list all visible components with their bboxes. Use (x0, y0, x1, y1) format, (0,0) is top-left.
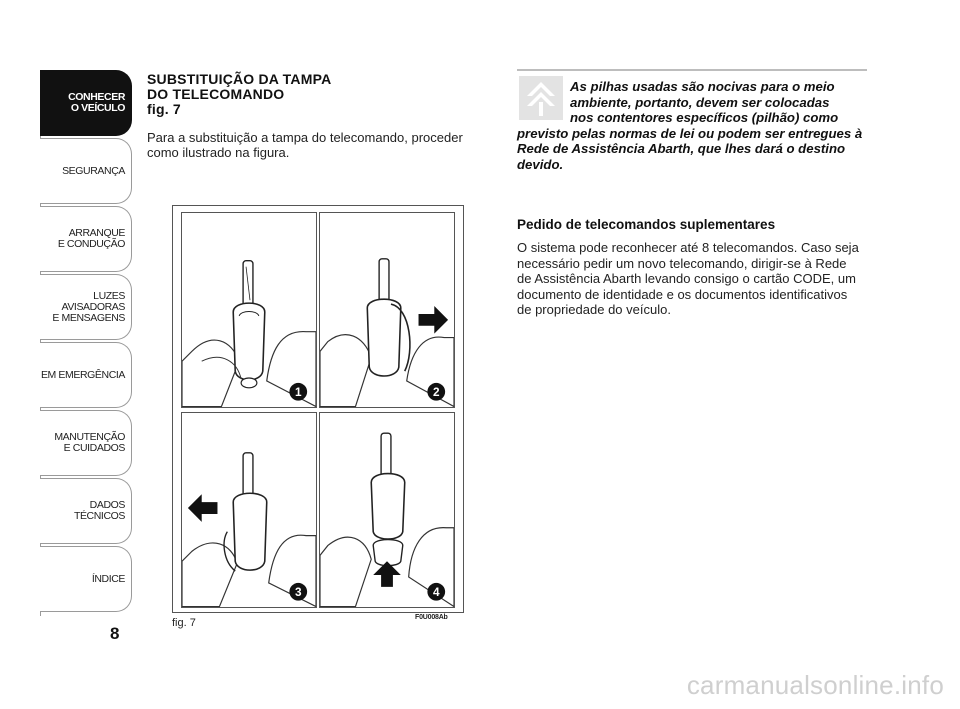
step-3-panel (181, 412, 317, 608)
tab-dados-tecnicos[interactable]: DADOS TÉCNICOS (40, 478, 132, 544)
heading-line-2: DO TELECOMANDO (147, 86, 285, 102)
warning-top-rule (517, 69, 867, 71)
step-1-panel (181, 212, 317, 408)
section-heading (147, 72, 487, 117)
step-2-illustration (320, 213, 454, 407)
tab-indice[interactable]: ÍNDICE (40, 546, 132, 612)
tab-luzes-avisadoras[interactable]: LUZES AVISADORAS E MENSAGENS (40, 274, 132, 340)
heading-figure-ref: fig. 7 (147, 101, 181, 117)
step-number: 4 (432, 585, 440, 600)
battery-warning (517, 79, 869, 172)
section-body: Para a substituição a tampa do telecomando, proceder como ilustrado na figura. (147, 130, 463, 160)
step-3-illustration (182, 413, 316, 607)
warning-line-rest: previsto pelas normas de lei ou podem ser entregues à Rede de Assistência Abarth, que lhes dará o destino devido. (517, 125, 863, 172)
tab-em-emergencia[interactable]: EM EMERGÊNCIA (40, 342, 132, 408)
tab-arranque-e-conducao[interactable]: ARRANQUE E CONDUÇÃO (40, 206, 132, 272)
warning-line-1: As pilhas usadas são nocivas para o meio (570, 79, 835, 94)
figure-caption: fig. 7 (172, 617, 196, 629)
warning-line-3: nos contentores específicos (pilhão) como (570, 110, 839, 125)
step-4-panel (319, 412, 455, 608)
step-number: 3 (294, 585, 302, 600)
figure-code: F0U008Ab (415, 614, 448, 621)
tab-manutencao-e-cuidados[interactable]: MANUTENÇÃO E CUIDADOS (40, 410, 132, 476)
step-2-panel (319, 212, 455, 408)
heading-line-1: SUBSTITUIÇÃO DA TAMPA (147, 71, 332, 87)
step-number: 1 (294, 385, 302, 400)
tab-conhecer-o-veiculo[interactable]: CONHECER O VEÍCULO (40, 70, 132, 136)
step-number: 2 (432, 385, 440, 400)
figure-remote-cover-replacement (172, 205, 464, 613)
watermark: carmanualsonline.info (686, 670, 944, 700)
warning-line-2: ambiente, portanto, devem ser colocadas (570, 94, 830, 110)
extra-remotes-title: Pedido de telecomandos suplementares (517, 217, 776, 232)
tab-seguranca[interactable]: SEGURANÇA (40, 138, 132, 204)
extra-remotes-body: O sistema pode reconhecer até 8 telecomandos. Caso seja necessário pedir um novo telecomando, dirigir-se à Rede de Assistência Abarth levando consigo o cartão CODE, um documento de identidade e os documentos identificativos de propriedade do veículo. (517, 240, 859, 317)
step-4-illustration (320, 413, 454, 607)
step-1-illustration (182, 213, 316, 407)
page-number: 8 (110, 624, 120, 643)
